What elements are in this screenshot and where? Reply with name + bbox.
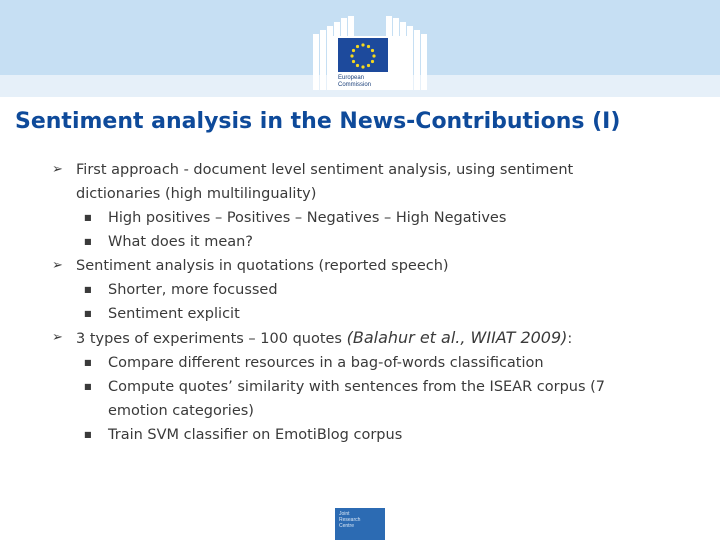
arrow-bullet-icon: ➢ [52,330,63,345]
jrc-line2: Research [339,517,361,523]
sub-bullet-shorter [50,278,690,302]
sub-bullet-text: Train SVM classifier on EmotiBlog corpus [108,427,403,443]
sub-bullet-text-line1: Compute quotes’ similarity with sentences from the ISEAR corpus (7 [108,379,606,395]
arrow-bullet-icon: ➢ [52,258,63,273]
sub-bullet-explicit [50,302,690,326]
citation: (Balahur et al., WIIAT 2009) [346,328,568,347]
ec-logo-line2: Commission [338,82,372,88]
ec-logo-text [338,75,408,89]
slide-title: Sentiment analysis in the News-Contributions (I) [15,109,621,134]
square-bullet-icon: ■ [84,237,92,246]
sub-bullet-text-line2: emotion categories) [108,403,254,419]
sub-bullet-svm-classifier [50,423,690,447]
sub-bullet-text: High positives – Positives – Negatives – High Negatives [108,210,507,226]
square-bullet-icon: ■ [84,430,92,439]
arrow-bullet-icon: ➢ [52,162,63,177]
sub-bullet-polarity-scale [50,206,690,230]
ec-logo-line1: European [338,75,365,81]
square-bullet-icon: ■ [84,213,92,222]
sub-bullet-isear-similarity [50,375,690,423]
jrc-logo-text [339,511,383,529]
sub-bullet-text: Sentiment explicit [108,306,240,322]
sub-bullet-text: Shorter, more focussed [108,282,278,298]
bullet-text-line1: First approach - document level sentiment analysis, using sentiment [76,162,574,178]
bullet-text: 3 types of experiments – 100 quotes [76,331,347,347]
sub-bullet-text: Compare different resources in a bag-of-words classification [108,355,544,371]
square-bullet-icon: ■ [84,309,92,318]
bullet-experiments [50,326,690,351]
sub-bullet-meaning [50,230,690,254]
bullet-text: Sentiment analysis in quotations (reported speech) [76,258,449,274]
square-bullet-icon: ■ [84,358,92,367]
jrc-line1: Joint [339,511,350,517]
square-bullet-icon: ■ [84,382,92,391]
bullet-text-line2: dictionaries (high multilinguality) [76,186,317,202]
sub-bullet-text: What does it mean? [108,234,254,250]
square-bullet-icon: ■ [84,285,92,294]
bullet-quotations [50,254,690,278]
bullet-first-approach [50,158,690,206]
slide-content [50,158,690,447]
bullet-text-colon: : [567,331,573,347]
jrc-line3: Centre [339,523,355,529]
sub-bullet-compare-resources [50,351,690,375]
jrc-logo [335,508,385,540]
